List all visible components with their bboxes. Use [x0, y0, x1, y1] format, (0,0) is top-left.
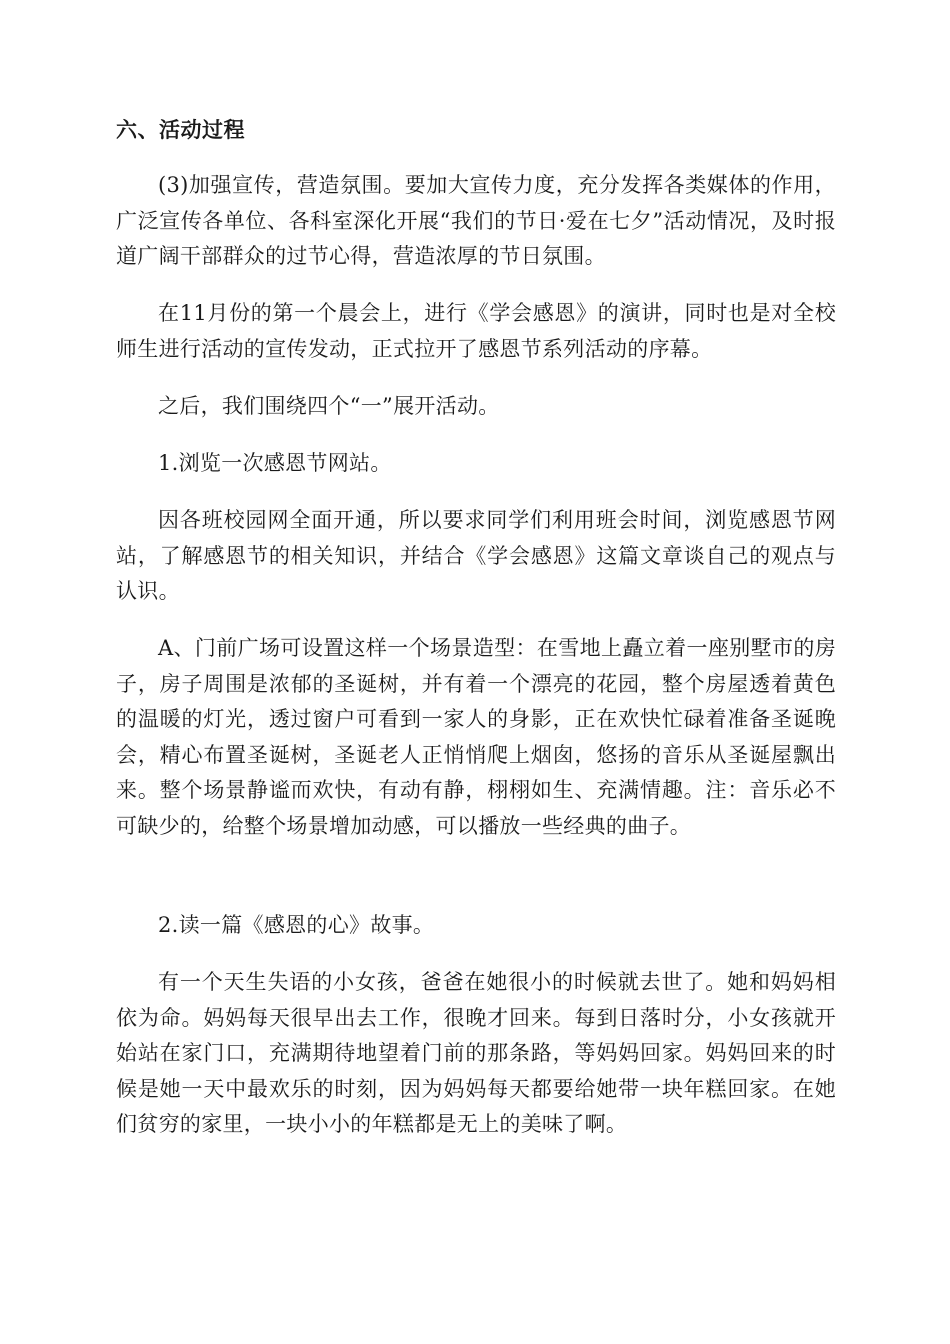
section-heading: 六、活动过程 [116, 118, 245, 142]
paragraph-publicity: (3)加强宣传，营造氛围。要加大宣传力度，充分发挥各类媒体的作用，广泛宣传各单位、各科室深化开展“我们的节日·爱在七夕”活动情况，及时报道广阔干部群众的过节心得，营造浓厚的节日氛围。 [116, 173, 836, 268]
paragraph-scene-design: A、门前广场可设置这样一个场景造型：在雪地上矗立着一座别墅市的房子，房子周围是浓郁的圣诞树，并有着一个漂亮的花园，整个房屋透着黄色的温暖的灯光，透过窗户可看到一家人的身影，正在欢快忙碌着准备圣诞晚会，精心布置圣诞树，圣诞老人正悄悄爬上烟囱，悠扬的音乐从圣诞屋飘出来。整个场景静谧而欢快，有动有静，栩栩如生、充满情趣。注：音乐必不可缺少的，给整个场景增加动感，可以播放一些经典的曲子。 [116, 636, 836, 838]
paragraph-story: 有一个天生失语的小女孩，爸爸在她很小的时候就去世了。她和妈妈相依为命。妈妈每天很早出去工作，很晚才回来。每到日落时分，小女孩就开始站在家门口，充满期待地望着门前的那条路，等妈妈回家。妈妈回来的时候是她一天中最欢乐的时刻，因为妈妈每天都要给她带一块年糕回家。在她们贫穷的家里，一块小小的年糕都是无上的美味了啊。 [116, 970, 836, 1136]
paragraph-item-1-title: 1.浏览一次感恩节网站。 [158, 451, 392, 475]
paragraph-item-2-title: 2.读一篇《感恩的心》故事。 [158, 913, 435, 937]
paragraph-four-activities: 之后，我们围绕四个“一”展开活动。 [158, 394, 500, 418]
paragraph-website: 因各班校园网全面开通，所以要求同学们利用班会时间，浏览感恩节网站，了解感恩节的相关知识，并结合《学会感恩》这篇文章谈自己的观点与认识。 [116, 508, 836, 603]
paragraph-morning-assembly: 在11月份的第一个晨会上，进行《学会感恩》的演讲，同时也是对全校师生进行活动的宣传发动，正式拉开了感恩节系列活动的序幕。 [116, 301, 836, 361]
